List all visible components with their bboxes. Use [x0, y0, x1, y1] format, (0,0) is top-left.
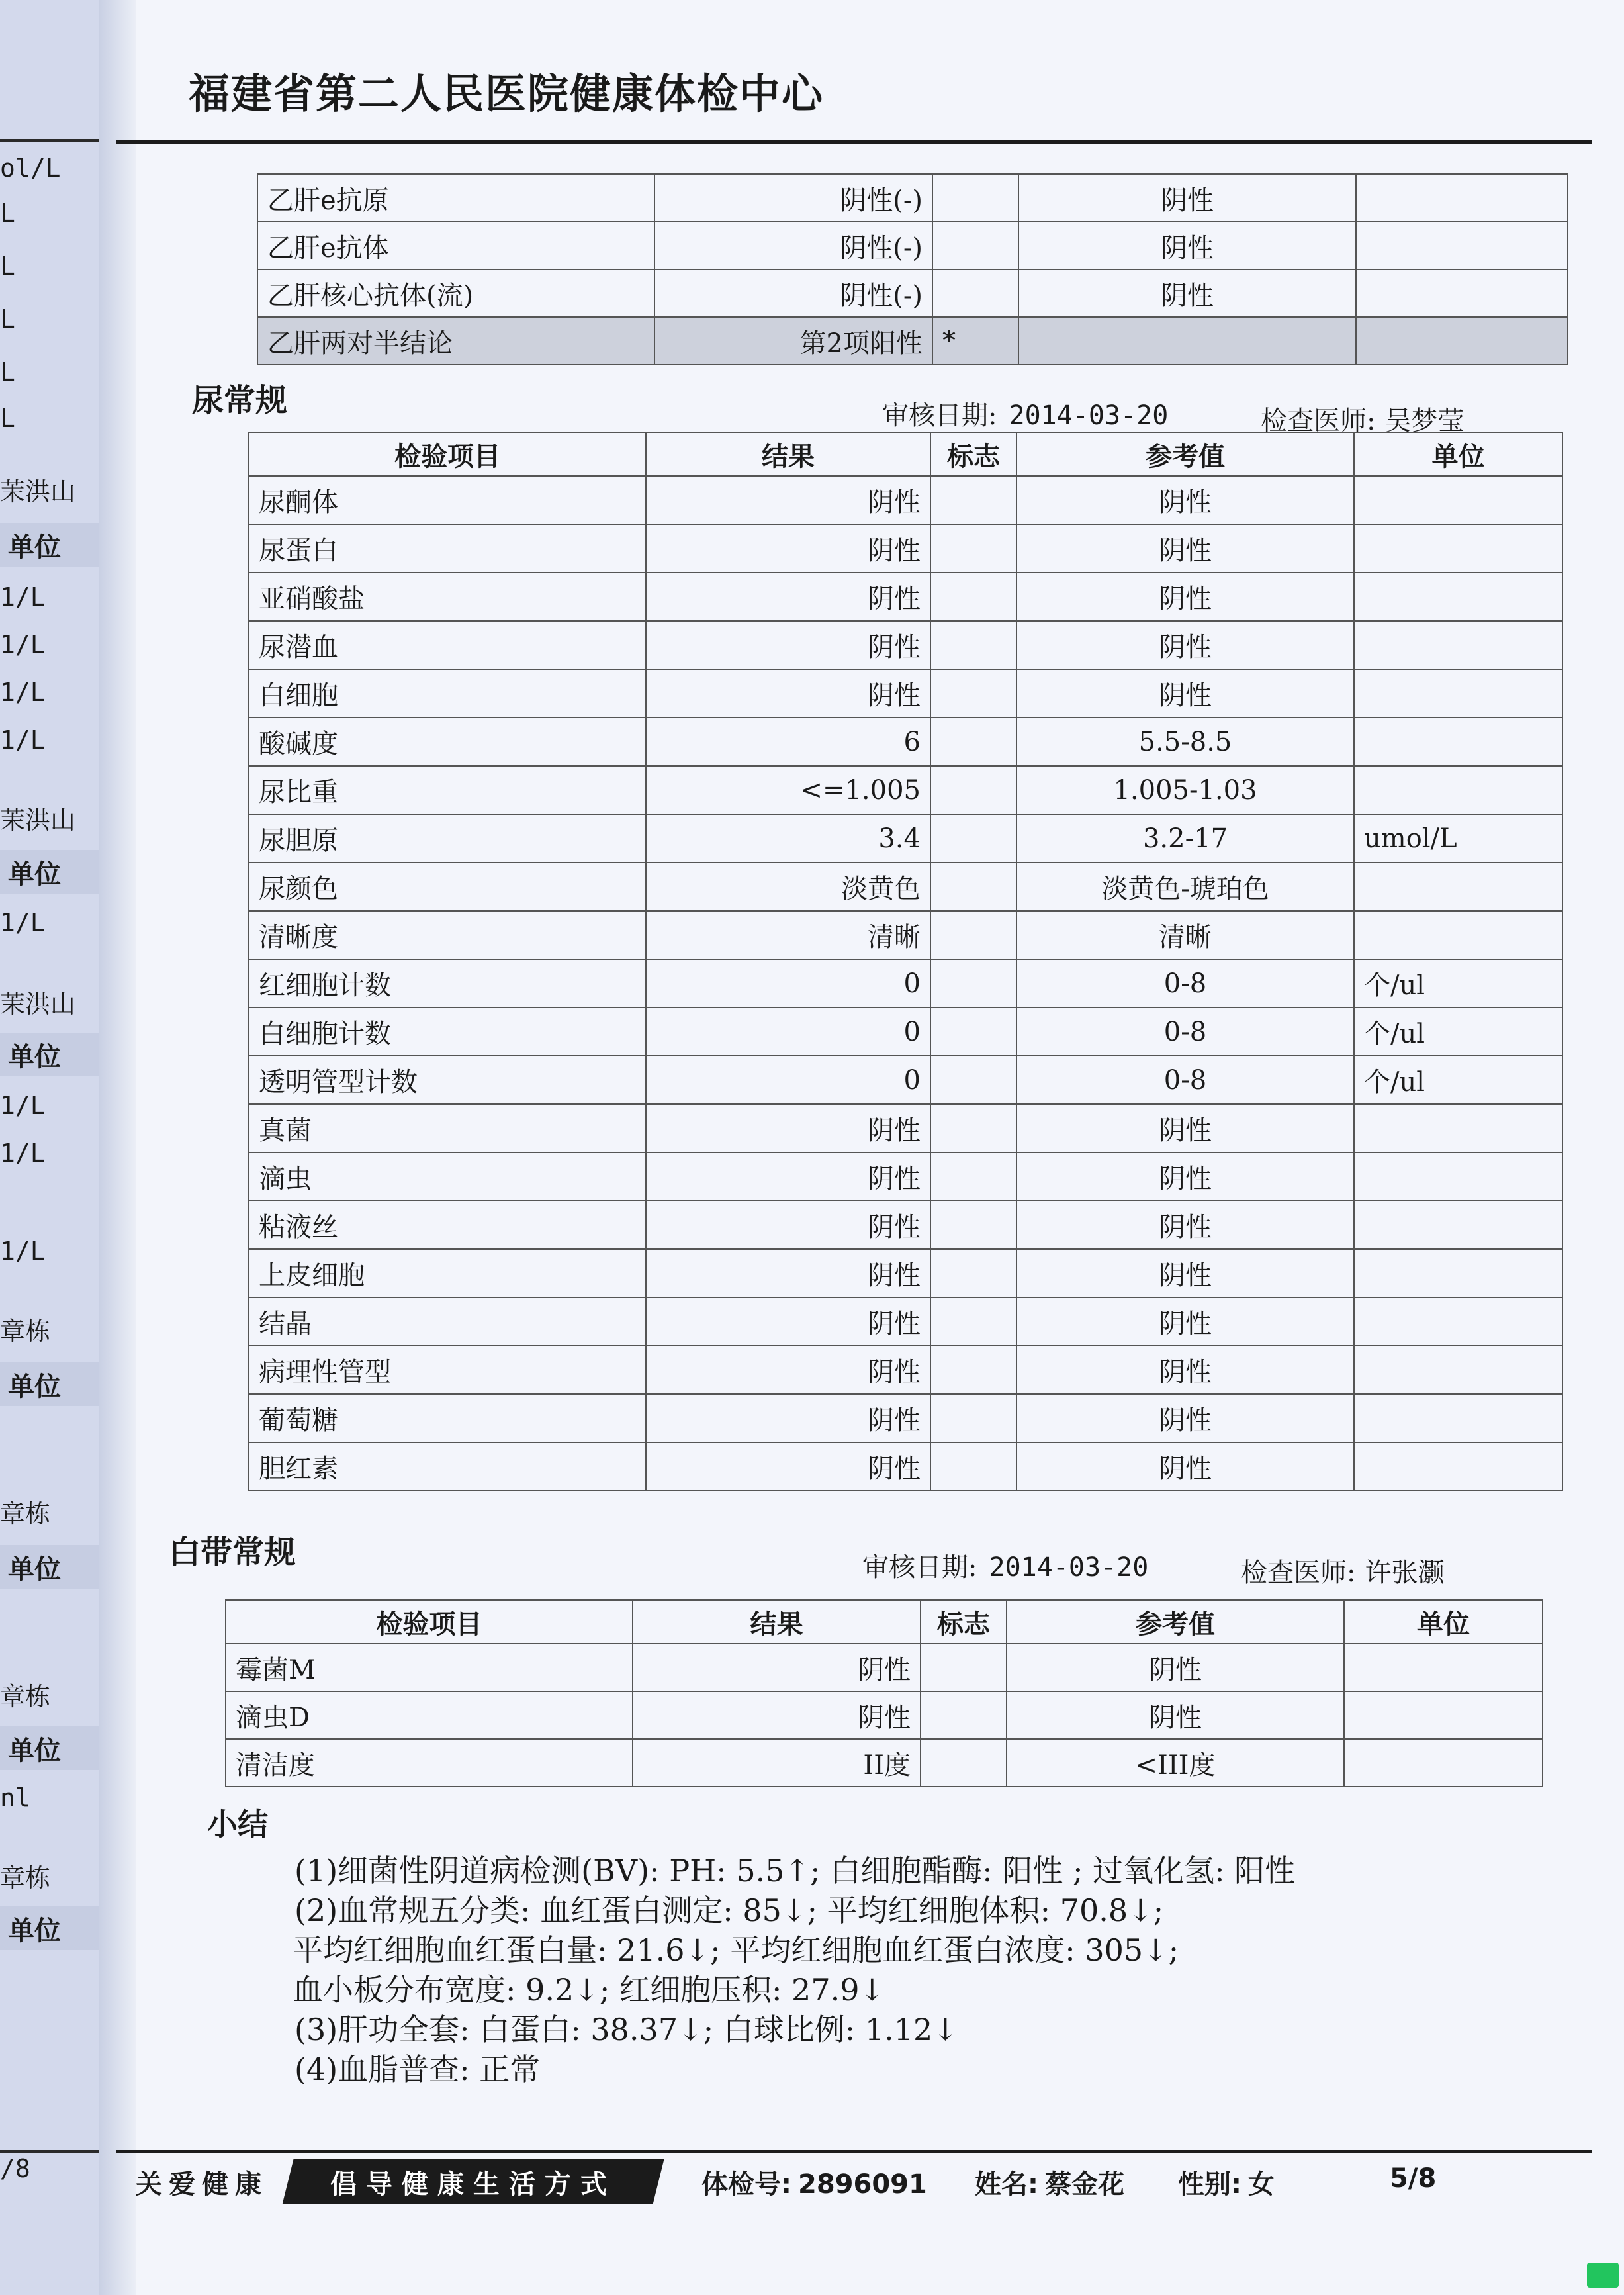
table-row — [249, 1152, 1562, 1201]
cell-result: II度 — [633, 1739, 921, 1787]
cell-reference: 0-8 — [1016, 1007, 1354, 1056]
left-page-text: 1/L — [0, 1237, 46, 1266]
table-row — [257, 317, 1568, 365]
left-page-text: 章栋 — [0, 1863, 51, 1893]
cell-reference: 阴性 — [1016, 1394, 1354, 1442]
cell-reference: 5.5-8.5 — [1016, 718, 1354, 766]
table-row — [249, 1442, 1562, 1491]
review-date-label: 审核日期: — [862, 1552, 977, 1583]
cell-item: 病理性管型 — [249, 1346, 646, 1394]
cell-item: 粘液丝 — [249, 1201, 646, 1249]
cell-unit — [1354, 669, 1562, 718]
cell-result: 第2项阳性 — [654, 317, 932, 365]
review-date-label: 审核日期: — [882, 400, 997, 431]
cell-result: 阴性 — [646, 524, 930, 573]
cell-item: 胆红素 — [249, 1442, 646, 1491]
cell-result: 0 — [646, 1007, 930, 1056]
table-row — [249, 718, 1562, 766]
cell-unit: 个/ul — [1354, 959, 1562, 1007]
cell-item: 上皮细胞 — [249, 1249, 646, 1297]
cell-reference: 淡黄色-琥珀色 — [1016, 863, 1354, 911]
left-page-text: 茉洪山 — [0, 806, 76, 835]
cell-unit: 个/ul — [1354, 1007, 1562, 1056]
summary-line: (1)细菌性阴道病检测(BV): PH: 5.5↑; 白细胞酯酶: 阳性 ; 过氧化氢: 阳性 — [294, 1853, 1296, 1889]
cell-flag — [930, 959, 1016, 1007]
footer-name — [975, 2163, 1124, 2206]
table-row — [249, 476, 1562, 524]
cell-reference: 0-8 — [1016, 1056, 1354, 1104]
cell-result: 阴性 — [633, 1691, 921, 1739]
left-page-text: 章栋 — [0, 1682, 51, 1711]
column-header-result: 结果 — [633, 1600, 921, 1644]
left-page-text: 茉洪山 — [0, 477, 76, 506]
cell-flag: * — [932, 317, 1018, 365]
exam-no-label: 体检号: — [701, 2169, 791, 2200]
cell-reference: 阴性 — [1007, 1691, 1344, 1739]
table-row — [249, 863, 1562, 911]
doctor-name: 许张灏 — [1365, 1558, 1445, 1588]
cell-item: 滴虫D — [226, 1691, 633, 1739]
cell-item: 清洁度 — [226, 1739, 633, 1787]
summary-line: 血小板分布宽度: 9.2↓; 红细胞压积: 27.9↓ — [293, 1972, 885, 2008]
cell-result: 0 — [646, 959, 930, 1007]
cell-unit — [1354, 621, 1562, 669]
cell-result: 阴性 — [646, 1152, 930, 1201]
cell-result: 阴性 — [646, 1442, 930, 1491]
doctor-name: 吴梦莹 — [1384, 406, 1465, 436]
left-page-text: 茉洪山 — [0, 990, 76, 1019]
cell-item: 乙肝两对半结论 — [257, 317, 654, 365]
summary-line: (3)肝功全套: 白蛋白: 38.37↓; 白球比例: 1.12↓ — [294, 2012, 958, 2047]
report-page — [136, 0, 1624, 2295]
cell-result: 阴性 — [646, 476, 930, 524]
cell-unit — [1344, 1691, 1543, 1739]
cell-reference — [1018, 317, 1356, 365]
left-page-text: /8 — [0, 2154, 30, 2183]
cell-unit — [1354, 1104, 1562, 1152]
cell-reference: 阴性 — [1018, 222, 1356, 269]
table-row — [249, 1394, 1562, 1442]
summary-line: 平均红细胞血红蛋白量: 21.6↓; 平均红细胞血红蛋白浓度: 305↓; — [293, 1932, 1179, 1968]
cell-result: 阴性 — [646, 1201, 930, 1249]
cell-reference: 阴性 — [1016, 1201, 1354, 1249]
cell-item: 白细胞计数 — [249, 1007, 646, 1056]
cell-reference: 阴性 — [1016, 621, 1354, 669]
cell-result: 阴性 — [646, 573, 930, 621]
cell-unit — [1356, 269, 1568, 317]
cell-reference: 阴性 — [1016, 524, 1354, 573]
column-header-unit: 单位 — [1344, 1600, 1543, 1644]
left-page-text: 1/L — [0, 630, 46, 659]
cell-flag — [930, 524, 1016, 573]
cell-flag — [930, 476, 1016, 524]
cell-result: 阴性 — [646, 1297, 930, 1346]
cell-result: 阴性 — [646, 621, 930, 669]
review-date-value: 2014-03-20 — [1009, 400, 1169, 431]
cell-item: 清晰度 — [249, 911, 646, 959]
urine-table — [248, 432, 1563, 1491]
table-row — [226, 1644, 1543, 1691]
cell-item: 尿蛋白 — [249, 524, 646, 573]
cell-flag — [930, 766, 1016, 814]
cell-unit — [1354, 766, 1562, 814]
cell-unit — [1344, 1644, 1543, 1691]
urine-section-title: 尿常规 — [192, 382, 288, 419]
cell-flag — [930, 1201, 1016, 1249]
footer-slogan-bar — [283, 2159, 664, 2204]
cell-unit — [1354, 476, 1562, 524]
cell-unit — [1354, 1394, 1562, 1442]
footer-care: 关爱健康 — [136, 2169, 268, 2200]
cell-item: 乙肝e抗体 — [257, 222, 654, 269]
cell-reference: 0-8 — [1016, 959, 1354, 1007]
cell-result: 阴性 — [633, 1644, 921, 1691]
table-row — [249, 1297, 1562, 1346]
left-page-unit-header: 单位 — [0, 1362, 99, 1406]
table-row — [257, 222, 1568, 269]
page-gutter — [99, 0, 139, 2295]
cell-flag — [930, 1442, 1016, 1491]
cell-reference: 清晰 — [1016, 911, 1354, 959]
table-row — [249, 766, 1562, 814]
column-header-unit: 单位 — [1354, 432, 1562, 476]
table-row — [249, 524, 1562, 573]
table-row — [249, 911, 1562, 959]
cell-unit — [1356, 317, 1568, 365]
cell-item: 真菌 — [249, 1104, 646, 1152]
cell-flag — [930, 911, 1016, 959]
cell-result: 阴性(-) — [654, 174, 932, 222]
summary-title: 小结 — [207, 1806, 268, 1842]
leukorrhea-section-title: 白带常规 — [169, 1534, 296, 1571]
cell-result: 阴性(-) — [654, 269, 932, 317]
cell-unit — [1356, 222, 1568, 269]
left-page-unit-header: 单位 — [0, 1033, 99, 1076]
left-page-unit-header: 单位 — [0, 523, 99, 567]
cell-result: 阴性 — [646, 1249, 930, 1297]
table-row — [257, 174, 1568, 222]
left-page-text: 1/L — [0, 1139, 46, 1168]
footer-page-number: 5/8 — [1390, 2163, 1437, 2194]
cell-reference: 阴性 — [1018, 269, 1356, 317]
cell-flag — [930, 718, 1016, 766]
name-value: 蔡金花 — [1045, 2169, 1124, 2200]
cell-result: 阴性(-) — [654, 222, 932, 269]
left-page-text: 1/L — [0, 908, 46, 937]
cell-result: <=1.005 — [646, 766, 930, 814]
cell-item: 乙肝核心抗体(流) — [257, 269, 654, 317]
cell-flag — [921, 1739, 1007, 1787]
doctor-label: 检查医师: — [1241, 1558, 1356, 1588]
cell-flag — [932, 174, 1018, 222]
cell-flag — [930, 1056, 1016, 1104]
table-header-row — [249, 432, 1562, 476]
cell-flag — [930, 1346, 1016, 1394]
left-page-unit-header: 单位 — [0, 850, 99, 894]
cell-flag — [930, 573, 1016, 621]
cell-unit — [1354, 911, 1562, 959]
cell-result: 淡黄色 — [646, 863, 930, 911]
cell-flag — [930, 814, 1016, 863]
cell-result: 阴性 — [646, 669, 930, 718]
leukorrhea-table — [225, 1599, 1543, 1787]
cell-item: 霉菌M — [226, 1644, 633, 1691]
cell-reference: 阴性 — [1016, 1152, 1354, 1201]
left-page-text: 1/L — [0, 1091, 46, 1120]
cell-result: 阴性 — [646, 1394, 930, 1442]
cell-flag — [930, 1007, 1016, 1056]
left-page-unit-header: 单位 — [0, 1545, 99, 1589]
cell-unit: umol/L — [1354, 814, 1562, 863]
table-row — [249, 1104, 1562, 1152]
left-page-text: 章栋 — [0, 1317, 51, 1346]
cell-flag — [921, 1691, 1007, 1739]
cell-reference: 阴性 — [1016, 476, 1354, 524]
table-row — [249, 621, 1562, 669]
cell-flag — [930, 621, 1016, 669]
cell-reference: 3.2-17 — [1016, 814, 1354, 863]
cell-result: 阴性 — [646, 1104, 930, 1152]
header-rule — [116, 140, 1592, 144]
table-row — [226, 1691, 1543, 1739]
table-row — [249, 1056, 1562, 1104]
left-page-text: L — [0, 357, 15, 387]
left-page-text: L — [0, 252, 15, 281]
cell-item: 尿胆原 — [249, 814, 646, 863]
cell-item: 透明管型计数 — [249, 1056, 646, 1104]
left-page-text: L — [0, 304, 15, 334]
cell-result: 阴性 — [646, 1346, 930, 1394]
cell-unit — [1354, 1152, 1562, 1201]
name-label: 姓名: — [975, 2169, 1038, 2200]
column-header-reference: 参考值 — [1016, 432, 1354, 476]
hepatitis-b-table — [257, 173, 1568, 365]
sex-label: 性别: — [1178, 2169, 1241, 2200]
cell-reference: 阴性 — [1016, 1346, 1354, 1394]
left-page-unit-header: 单位 — [0, 1906, 99, 1950]
cell-unit — [1344, 1739, 1543, 1787]
cell-reference: 阴性 — [1016, 1442, 1354, 1491]
cell-reference: 1.005-1.03 — [1016, 766, 1354, 814]
left-page-unit-header: 单位 — [0, 1726, 99, 1770]
table-row — [226, 1739, 1543, 1787]
cell-item: 白细胞 — [249, 669, 646, 718]
footer-sex — [1178, 2163, 1275, 2206]
cell-reference: 阴性 — [1018, 174, 1356, 222]
cell-unit — [1354, 1201, 1562, 1249]
cell-unit — [1354, 718, 1562, 766]
summary-line: (4)血脂普查: 正常 — [294, 2051, 541, 2087]
table-row — [249, 669, 1562, 718]
cell-item: 尿潜血 — [249, 621, 646, 669]
footer-rule — [116, 2150, 1592, 2153]
hospital-title: 福建省第二人民医院健康体检中心 — [189, 70, 825, 118]
table-row — [249, 1249, 1562, 1297]
table-row — [249, 1201, 1562, 1249]
column-header-flag: 标志 — [930, 432, 1016, 476]
left-page-text: nl — [0, 1783, 30, 1812]
cell-unit — [1354, 1442, 1562, 1491]
cell-item: 酸碱度 — [249, 718, 646, 766]
left-page-text: L — [0, 199, 15, 228]
cell-unit — [1354, 1297, 1562, 1346]
cell-unit: 个/ul — [1354, 1056, 1562, 1104]
table-row — [249, 1346, 1562, 1394]
left-page-text: 1/L — [0, 726, 46, 755]
doctor-label: 检查医师: — [1261, 406, 1376, 436]
left-page-text: 1/L — [0, 583, 46, 612]
cell-reference: 阴性 — [1007, 1644, 1344, 1691]
cell-reference: <III度 — [1007, 1739, 1344, 1787]
left-page-text: 1/L — [0, 678, 46, 707]
column-header-result: 结果 — [646, 432, 930, 476]
cell-item: 红细胞计数 — [249, 959, 646, 1007]
cell-result: 3.4 — [646, 814, 930, 863]
table-row — [257, 269, 1568, 317]
cell-unit — [1354, 1249, 1562, 1297]
exam-no-value: 2896091 — [798, 2169, 927, 2200]
cell-flag — [932, 222, 1018, 269]
table-row — [249, 814, 1562, 863]
cell-flag — [921, 1644, 1007, 1691]
cell-result: 0 — [646, 1056, 930, 1104]
table-header-row — [226, 1600, 1543, 1644]
column-header-item: 检验项目 — [226, 1600, 633, 1644]
left-page-text: 章栋 — [0, 1499, 51, 1528]
cell-reference: 阴性 — [1016, 573, 1354, 621]
cell-item: 尿比重 — [249, 766, 646, 814]
left-page-strip — [0, 0, 136, 2295]
cell-unit — [1354, 863, 1562, 911]
cell-result: 清晰 — [646, 911, 930, 959]
column-header-item: 检验项目 — [249, 432, 646, 476]
cell-item: 葡萄糖 — [249, 1394, 646, 1442]
left-page-rule — [0, 139, 99, 142]
footer-exam-no — [701, 2163, 927, 2206]
cell-item: 尿酮体 — [249, 476, 646, 524]
cell-flag — [930, 863, 1016, 911]
column-header-flag: 标志 — [921, 1600, 1007, 1644]
leukorrhea-review-date — [862, 1546, 1148, 1584]
column-header-reference: 参考值 — [1007, 1600, 1344, 1644]
cell-item: 结晶 — [249, 1297, 646, 1346]
left-page-text: ol/L — [0, 154, 61, 183]
cell-flag — [930, 1297, 1016, 1346]
urine-review-date — [882, 395, 1168, 432]
cell-flag — [930, 1152, 1016, 1201]
corner-badge-icon — [1587, 2263, 1619, 2288]
cell-unit — [1354, 573, 1562, 621]
sex-value: 女 — [1248, 2169, 1275, 2200]
table-row — [249, 1007, 1562, 1056]
cell-item: 亚硝酸盐 — [249, 573, 646, 621]
left-page-footer-rule — [0, 2150, 99, 2153]
cell-flag — [930, 1394, 1016, 1442]
cell-reference: 阴性 — [1016, 1249, 1354, 1297]
cell-flag — [930, 1104, 1016, 1152]
review-date-value: 2014-03-20 — [989, 1552, 1149, 1583]
cell-item: 尿颜色 — [249, 863, 646, 911]
cell-flag — [930, 1249, 1016, 1297]
cell-reference: 阴性 — [1016, 669, 1354, 718]
cell-flag — [930, 669, 1016, 718]
cell-unit — [1354, 524, 1562, 573]
footer-slogan: 倡导健康生活方式 — [330, 2169, 616, 2200]
cell-unit — [1354, 1346, 1562, 1394]
cell-item: 乙肝e抗原 — [257, 174, 654, 222]
cell-reference: 阴性 — [1016, 1297, 1354, 1346]
cell-flag — [932, 269, 1018, 317]
cell-unit — [1356, 174, 1568, 222]
cell-result: 6 — [646, 718, 930, 766]
leukorrhea-doctor — [1241, 1552, 1444, 1589]
table-row — [249, 573, 1562, 621]
cell-reference: 阴性 — [1016, 1104, 1354, 1152]
table-row — [249, 959, 1562, 1007]
summary-line: (2)血常规五分类: 血红蛋白测定: 85↓; 平均红细胞体积: 70.8↓; — [294, 1893, 1164, 1928]
left-page-text: L — [0, 404, 15, 433]
cell-item: 滴虫 — [249, 1152, 646, 1201]
